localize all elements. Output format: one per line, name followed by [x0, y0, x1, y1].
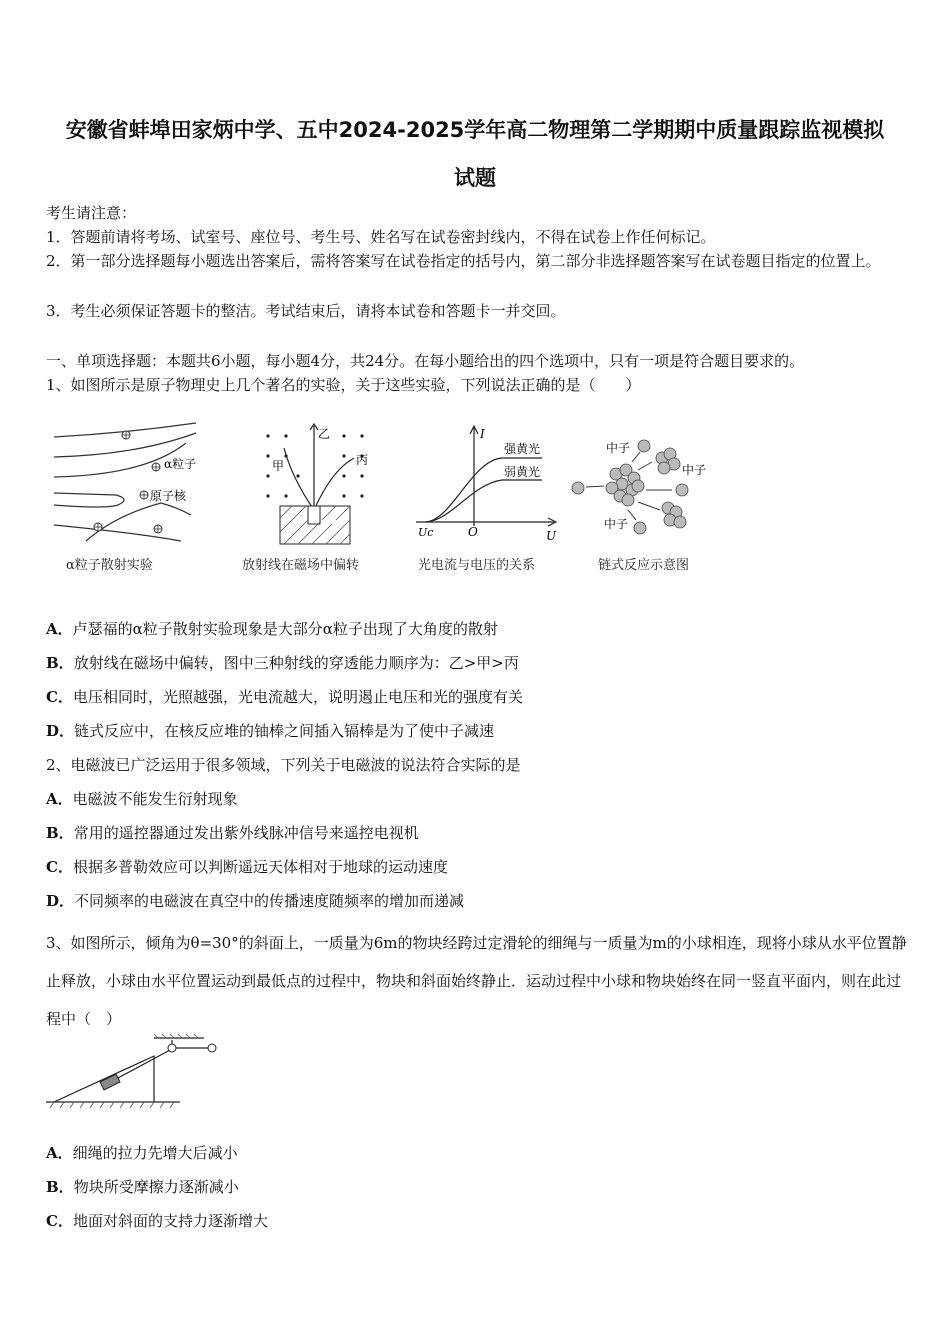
label-jia: 甲 [272, 459, 285, 473]
label-Uc: Uc [418, 526, 434, 539]
q1-stem: 1、如图所示是原子物理史上几个著名的实验，关于这些实验，下列说法正确的是（ ） [46, 376, 641, 394]
q2-option-a[interactable]: A．电磁波不能发生衍射现象 [46, 790, 238, 808]
label-yi: 乙 [318, 427, 331, 441]
q3-option-b[interactable]: B．物块所受摩擦力逐渐减小 [46, 1178, 239, 1196]
notice-item-3: 3．考生必须保证答题卡的整洁。考试结束后，请将本试卷和答题卡一并交回。 [46, 302, 566, 320]
label-neutron-right: 中子 [682, 463, 707, 477]
chain-reaction-figure [566, 430, 716, 540]
q3-option-a[interactable]: A．细绳的拉力先增大后减小 [46, 1144, 238, 1162]
q1-option-b[interactable]: B．放射线在磁场中偏转，图中三种射线的穿透能力顺序为：乙>甲>丙 [46, 654, 519, 672]
label-bing: 丙 [356, 453, 369, 467]
caption-chain-reaction: 链式反应示意图 [598, 558, 690, 573]
label-alpha: α粒子 [164, 457, 197, 471]
q1-option-a[interactable]: A．卢瑟福的α粒子散射实验现象是大部分α粒子出现了大角度的散射 [46, 620, 498, 638]
label-axis-U: U [546, 529, 557, 543]
label-origin: O [468, 525, 478, 539]
q2-option-b[interactable]: B．常用的遥控器通过发出紫外线脉冲信号来遥控电视机 [46, 824, 419, 842]
incline-pulley-figure [44, 1034, 220, 1114]
q3-option-c[interactable]: C．地面对斜面的支持力逐渐增大 [46, 1212, 268, 1230]
q2-option-c[interactable]: C．根据多普勒效应可以判断遥远天体相对于地球的运动速度 [46, 858, 448, 876]
label-neutron-bottom: 中子 [604, 517, 629, 531]
notice-item-2: 2．第一部分选择题每小题选出答案后，需将答案写在试卷指定的括号内，第二部分非选择题答案写在试卷题目指定的位置上。 [46, 252, 881, 270]
notice-item-1: 1．答题前请将考场、试室号、座位号、考生号、姓名写在试卷密封线内，不得在试卷上作任何标记。 [46, 228, 716, 246]
q1-option-d[interactable]: D．链式反应中，在核反应堆的铀棒之间插入镉棒是为了使中子减速 [46, 722, 495, 740]
section-heading: 一、单项选择题：本题共6小题，每小题4分，共24分。在每小题给出的四个选项中，只有一项是符合题目要求的。 [46, 352, 805, 370]
page-title-line1: 安徽省蚌埠田家炳中学、五中2024-2025学年高二物理第二学期期中质量跟踪监视模拟 [65, 118, 885, 142]
notice-heading: 考生请注意： [46, 204, 137, 222]
label-neutron-top: 中子 [606, 441, 631, 455]
caption-photocurrent: 光电流与电压的关系 [418, 558, 536, 573]
label-nucleus: 原子核 [150, 489, 187, 503]
q3-stem: 3、如图所示，倾角为θ=30°的斜面上，一质量为6m的物块经跨过定滑轮的细绳与一质量为m的小球相连，现将小球从水平位置静止释放，小球由水平位置运动到最低点的过程中，物块和斜面始终静止．运动过程中小球和物块始终在同一竖直平面内，则在此过程中（ ） [46, 934, 907, 1028]
q2-option-d[interactable]: D．不同频率的电磁波在真空中的传播速度随频率的增加而递减 [46, 892, 465, 910]
q1-option-c[interactable]: C．电压相同时，光照越强，光电流越大，说明遏止电压和光的强度有关 [46, 688, 523, 706]
label-strong-light: 强黄光 [504, 442, 541, 456]
label-axis-I: I [480, 427, 485, 441]
alpha-scattering-figure [46, 415, 206, 547]
label-weak-light: 弱黄光 [504, 465, 541, 479]
photocurrent-figure [412, 422, 562, 547]
caption-radiation: 放射线在磁场中偏转 [242, 558, 360, 573]
page-title-line2: 试题 [454, 166, 496, 190]
radiation-figure [262, 418, 382, 548]
q2-stem: 2、电磁波已广泛运用于很多领域，下列关于电磁波的说法符合实际的是 [46, 756, 521, 774]
caption-alpha: α粒子散射实验 [66, 558, 153, 573]
